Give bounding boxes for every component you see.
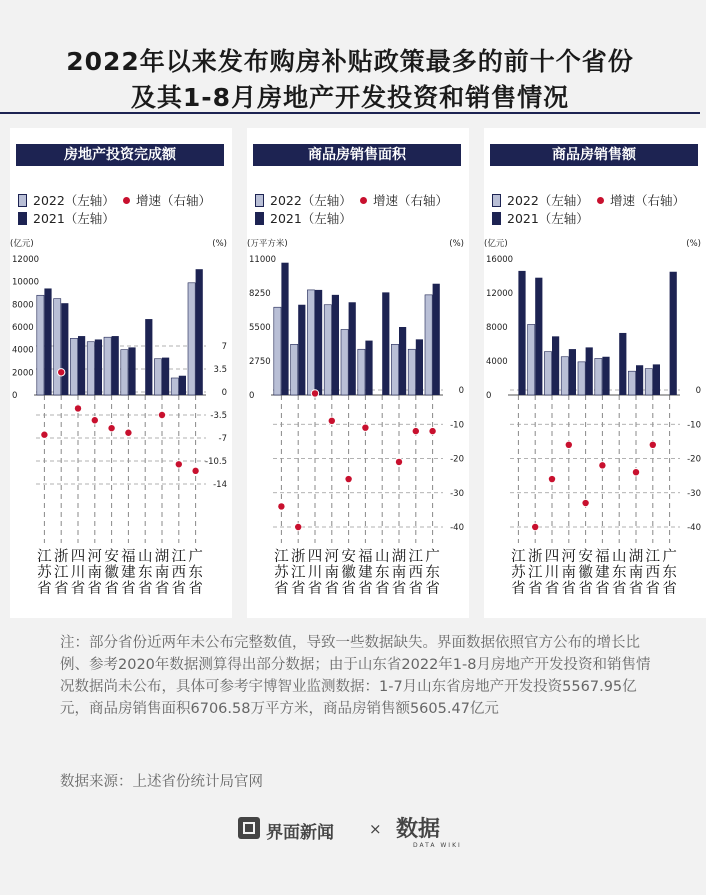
category-label: 建	[358, 565, 373, 581]
category-label: 省	[358, 581, 373, 597]
bar-2021	[365, 341, 372, 395]
bar-2022	[87, 342, 94, 395]
category-label: 广	[425, 549, 440, 565]
left-tick-label: 4000	[12, 345, 34, 356]
growth-point	[650, 442, 656, 448]
bar-2022	[188, 283, 195, 395]
category-label: 省	[341, 581, 356, 597]
category-label: 徽	[341, 565, 356, 581]
growth-point	[599, 462, 605, 468]
category-label: 省	[121, 581, 136, 597]
bar-2022	[171, 378, 178, 395]
category-label: 省	[544, 581, 560, 597]
data-source: 数据来源：上述省份统计局官网	[60, 774, 263, 790]
category-label: 西	[408, 565, 424, 581]
right-axis-unit: (%)	[686, 239, 701, 249]
bar-2022	[561, 357, 568, 395]
bar-2022	[121, 350, 128, 395]
category-label: 江	[408, 549, 424, 565]
category-label: 江	[290, 565, 306, 581]
left-tick-label: 0	[249, 391, 255, 401]
right-tick-label: 3.5	[213, 365, 227, 375]
bar-2021	[196, 269, 203, 395]
bar-2022	[104, 337, 111, 395]
bar-2022	[528, 324, 535, 395]
panel-title: 房地产投资完成额	[16, 144, 224, 166]
right-tick-label: -10	[687, 420, 701, 431]
brand-name: 界面新闻	[266, 823, 334, 843]
brand-separator: ×	[369, 820, 382, 838]
category-label: 山	[374, 549, 390, 565]
category-label: 南	[87, 565, 103, 581]
category-label: 东	[425, 565, 440, 581]
bar-2022	[425, 295, 432, 395]
left-tick-label: 11000	[249, 255, 277, 265]
growth-point	[92, 417, 98, 423]
category-label: 江	[171, 549, 187, 565]
category-label: 南	[154, 565, 170, 581]
category-label: 川	[70, 565, 86, 581]
category-label: 河	[561, 549, 577, 565]
growth-point	[108, 425, 114, 431]
category-label: 省	[137, 581, 153, 597]
right-axis-unit: (%)	[449, 239, 464, 249]
category-label: 东	[611, 565, 627, 581]
category-label: 川	[544, 565, 560, 581]
left-axis-unit: (万平方米)	[247, 239, 288, 249]
growth-point	[345, 476, 351, 482]
growth-point	[125, 430, 131, 436]
category-label: 省	[307, 581, 323, 597]
category-label: 建	[121, 565, 136, 581]
category-label: 南	[324, 565, 340, 581]
bar-2022	[645, 369, 652, 395]
bar-2022	[341, 329, 348, 395]
category-label: 广	[662, 549, 677, 565]
bar-2021	[315, 290, 322, 395]
category-label: 安	[578, 549, 593, 565]
left-tick-label: 16000	[486, 255, 514, 265]
growth-point	[396, 459, 402, 465]
category-label: 浙	[290, 549, 306, 565]
panel-sales-amount	[484, 128, 706, 618]
category-label: 山	[611, 549, 627, 565]
bar-2022	[324, 305, 331, 395]
left-tick-label: 5500	[249, 323, 271, 333]
category-label: 省	[104, 581, 119, 597]
category-label: 浙	[53, 549, 69, 565]
growth-point	[278, 503, 284, 509]
bar-2021	[298, 305, 305, 395]
category-label: 省	[595, 581, 610, 597]
bar-2022	[358, 349, 365, 395]
category-label: 湖	[154, 549, 170, 565]
legend-item-2021: 2021（左轴）	[18, 209, 115, 227]
legend-item-growth: 增速（右轴）	[123, 191, 211, 209]
bar-2021	[128, 347, 135, 395]
growth-point	[192, 468, 198, 474]
footnote: 注：部分省份近两年未公布完整数值，导致一些数据缺失。界面数据依照官方公布的增长比例、参考2020年数据测算得出部分数据；由于山东省2022年1-8月房地产开发投资和销售情况数据尚未公布，具体可参考宇博智业监测数据：1-7月山东省房地产开发投资5567.95亿元，商品房销售面积6706.58万平方米，商品房销售额5605.47亿元	[60, 635, 651, 717]
category-label: 省	[70, 581, 86, 597]
category-label: 省	[154, 581, 170, 597]
category-label: 省	[408, 581, 424, 597]
bar-2022	[307, 290, 314, 395]
left-tick-label: 8000	[486, 323, 508, 333]
bar-2021	[602, 357, 609, 395]
chart-title-line-1: 2022年以来发布购房补贴政策最多的前十个省份	[66, 47, 634, 76]
legend-item-2022: 2022（左轴）	[18, 191, 115, 209]
bar-2021	[179, 376, 186, 395]
right-tick-label: -20	[450, 454, 464, 465]
category-label: 福	[595, 549, 610, 565]
bar-2022	[154, 359, 161, 395]
category-label: 建	[595, 565, 610, 581]
growth-point	[159, 412, 165, 418]
growth-point	[58, 369, 64, 375]
left-tick-label: 0	[12, 391, 18, 401]
category-label: 徽	[104, 565, 119, 581]
category-label: 四	[307, 549, 323, 565]
growth-point	[413, 428, 419, 434]
chart-investment	[10, 128, 232, 618]
bar-2021	[44, 288, 51, 395]
panel-title: 商品房销售额	[490, 144, 698, 166]
right-tick-label: -20	[687, 454, 701, 465]
left-tick-label: 0	[486, 391, 492, 401]
bar-2022	[274, 307, 281, 395]
right-tick-label: 0	[221, 388, 227, 398]
left-tick-label: 8000	[12, 300, 34, 311]
bar-2021	[433, 284, 440, 395]
right-tick-label: -30	[450, 488, 464, 499]
right-tick-label: 0	[695, 386, 701, 396]
left-tick-label: 6000	[12, 323, 34, 333]
category-label: 省	[628, 581, 644, 597]
chart-sales-amount	[484, 128, 706, 618]
growth-point	[582, 500, 588, 506]
bar-2021	[653, 364, 660, 395]
category-label: 省	[274, 581, 289, 597]
bar-2021	[349, 302, 356, 395]
category-label: 省	[87, 581, 103, 597]
category-label: 湖	[628, 549, 644, 565]
bar-2021	[78, 336, 85, 395]
category-label: 广	[188, 549, 203, 565]
category-label: 省	[561, 581, 577, 597]
category-label: 东	[662, 565, 677, 581]
legend-item-2021: 2021（左轴）	[255, 209, 352, 227]
category-label: 安	[104, 549, 119, 565]
legend-item-2021: 2021（左轴）	[492, 209, 589, 227]
growth-point	[295, 524, 301, 530]
bar-2022	[54, 299, 61, 395]
left-tick-label: 2000	[12, 368, 34, 379]
bar-2022	[628, 371, 635, 395]
category-label: 四	[544, 549, 560, 565]
bar-2021	[61, 303, 68, 395]
title-divider	[0, 112, 700, 114]
category-label: 四	[70, 549, 86, 565]
left-tick-label: 8250	[249, 289, 271, 299]
bar-2022	[70, 338, 77, 395]
growth-point	[41, 432, 47, 438]
category-label: 省	[578, 581, 593, 597]
legend-item-2022: 2022（左轴）	[255, 191, 352, 209]
bar-2022	[391, 344, 398, 395]
category-label: 省	[662, 581, 677, 597]
right-tick-label: -30	[687, 488, 701, 499]
growth-point	[176, 461, 182, 467]
right-tick-label: -10	[450, 420, 464, 431]
growth-point	[312, 390, 318, 396]
bar-2021	[382, 292, 389, 395]
right-tick-label: -3.5	[210, 411, 227, 421]
right-tick-label: -14	[213, 480, 227, 490]
legend-item-2022: 2022（左轴）	[492, 191, 589, 209]
bar-2022	[291, 344, 298, 395]
category-label: 江	[37, 549, 52, 565]
category-label: 苏	[511, 565, 526, 581]
category-label: 省	[37, 581, 52, 597]
category-label: 省	[425, 581, 440, 597]
bar-2021	[569, 349, 576, 395]
chart-title-line-2: 及其1-8月房地产开发投资和销售情况	[130, 83, 570, 112]
left-tick-label: 10000	[12, 277, 40, 288]
bar-2021	[162, 358, 169, 395]
category-label: 河	[324, 549, 340, 565]
growth-point	[633, 469, 639, 475]
left-tick-label: 2750	[249, 357, 271, 367]
bar-2022	[544, 352, 551, 395]
datawiki-logo-subtitle: DATA WIKI	[413, 842, 462, 849]
bar-2021	[636, 365, 643, 395]
legend-item-growth: 增速（右轴）	[597, 191, 685, 209]
bar-2022	[578, 362, 585, 395]
category-label: 河	[87, 549, 103, 565]
category-label: 省	[188, 581, 203, 597]
category-label: 省	[324, 581, 340, 597]
category-label: 江	[527, 565, 543, 581]
category-label: 福	[121, 549, 136, 565]
right-tick-label: -10.5	[205, 457, 227, 467]
bar-2021	[586, 347, 593, 395]
growth-point	[429, 428, 435, 434]
category-label: 西	[645, 565, 661, 581]
bar-2021	[552, 336, 559, 395]
category-label: 省	[53, 581, 69, 597]
right-tick-label: -40	[687, 523, 701, 533]
jiemian-logo-icon	[238, 817, 260, 839]
bar-2021	[112, 336, 119, 395]
bar-2021	[281, 263, 288, 395]
growth-point	[329, 418, 335, 424]
category-label: 苏	[274, 565, 289, 581]
panel-sales-area	[247, 128, 469, 618]
category-label: 徽	[578, 565, 593, 581]
category-label: 安	[341, 549, 356, 565]
category-label: 西	[171, 565, 187, 581]
category-label: 川	[307, 565, 323, 581]
bar-2021	[416, 339, 423, 395]
category-label: 省	[611, 581, 627, 597]
bar-2021	[670, 272, 677, 395]
category-label: 江	[53, 565, 69, 581]
growth-point	[75, 405, 81, 411]
category-label: 苏	[37, 565, 52, 581]
left-tick-label: 12000	[486, 289, 514, 299]
category-label: 山	[137, 549, 153, 565]
category-label: 省	[645, 581, 661, 597]
right-tick-label: 0	[458, 386, 464, 396]
category-label: 省	[374, 581, 390, 597]
category-label: 省	[511, 581, 526, 597]
category-label: 省	[290, 581, 306, 597]
bar-2022	[408, 349, 415, 395]
category-label: 省	[171, 581, 187, 597]
category-label: 南	[391, 565, 407, 581]
category-label: 东	[137, 565, 153, 581]
bar-2021	[145, 319, 152, 395]
bar-2022	[595, 358, 602, 395]
growth-point	[549, 476, 555, 482]
bar-2021	[535, 278, 542, 395]
bar-2022	[37, 295, 44, 395]
category-label: 东	[188, 565, 203, 581]
category-label: 江	[645, 549, 661, 565]
category-label: 省	[527, 581, 543, 597]
growth-point	[532, 524, 538, 530]
category-label: 福	[358, 549, 373, 565]
left-tick-label: 12000	[12, 255, 40, 265]
panel-title: 商品房销售面积	[253, 144, 461, 166]
right-tick-label: -7	[218, 434, 227, 444]
datawiki-logo: 数据	[396, 816, 441, 842]
chart-sales-area	[247, 128, 469, 618]
category-label: 东	[374, 565, 390, 581]
category-label: 江	[511, 549, 526, 565]
bar-2021	[332, 295, 339, 395]
right-axis-unit: (%)	[212, 239, 227, 249]
left-tick-label: 4000	[486, 357, 508, 367]
bar-2021	[518, 271, 525, 395]
left-axis-unit: (亿元)	[484, 239, 508, 249]
right-tick-label: 7	[221, 342, 227, 352]
category-label: 南	[561, 565, 577, 581]
left-axis-unit: (亿元)	[10, 239, 34, 249]
category-label: 省	[391, 581, 407, 597]
category-label: 江	[274, 549, 289, 565]
right-tick-label: -40	[450, 523, 464, 533]
bar-2021	[399, 327, 406, 395]
bar-2021	[619, 333, 626, 395]
category-label: 南	[628, 565, 644, 581]
bar-2021	[95, 339, 102, 395]
category-label: 湖	[391, 549, 407, 565]
growth-point	[566, 442, 572, 448]
panel-investment	[10, 128, 232, 618]
legend-item-growth: 增速（右轴）	[360, 191, 448, 209]
category-label: 浙	[527, 549, 543, 565]
growth-point	[362, 424, 368, 430]
